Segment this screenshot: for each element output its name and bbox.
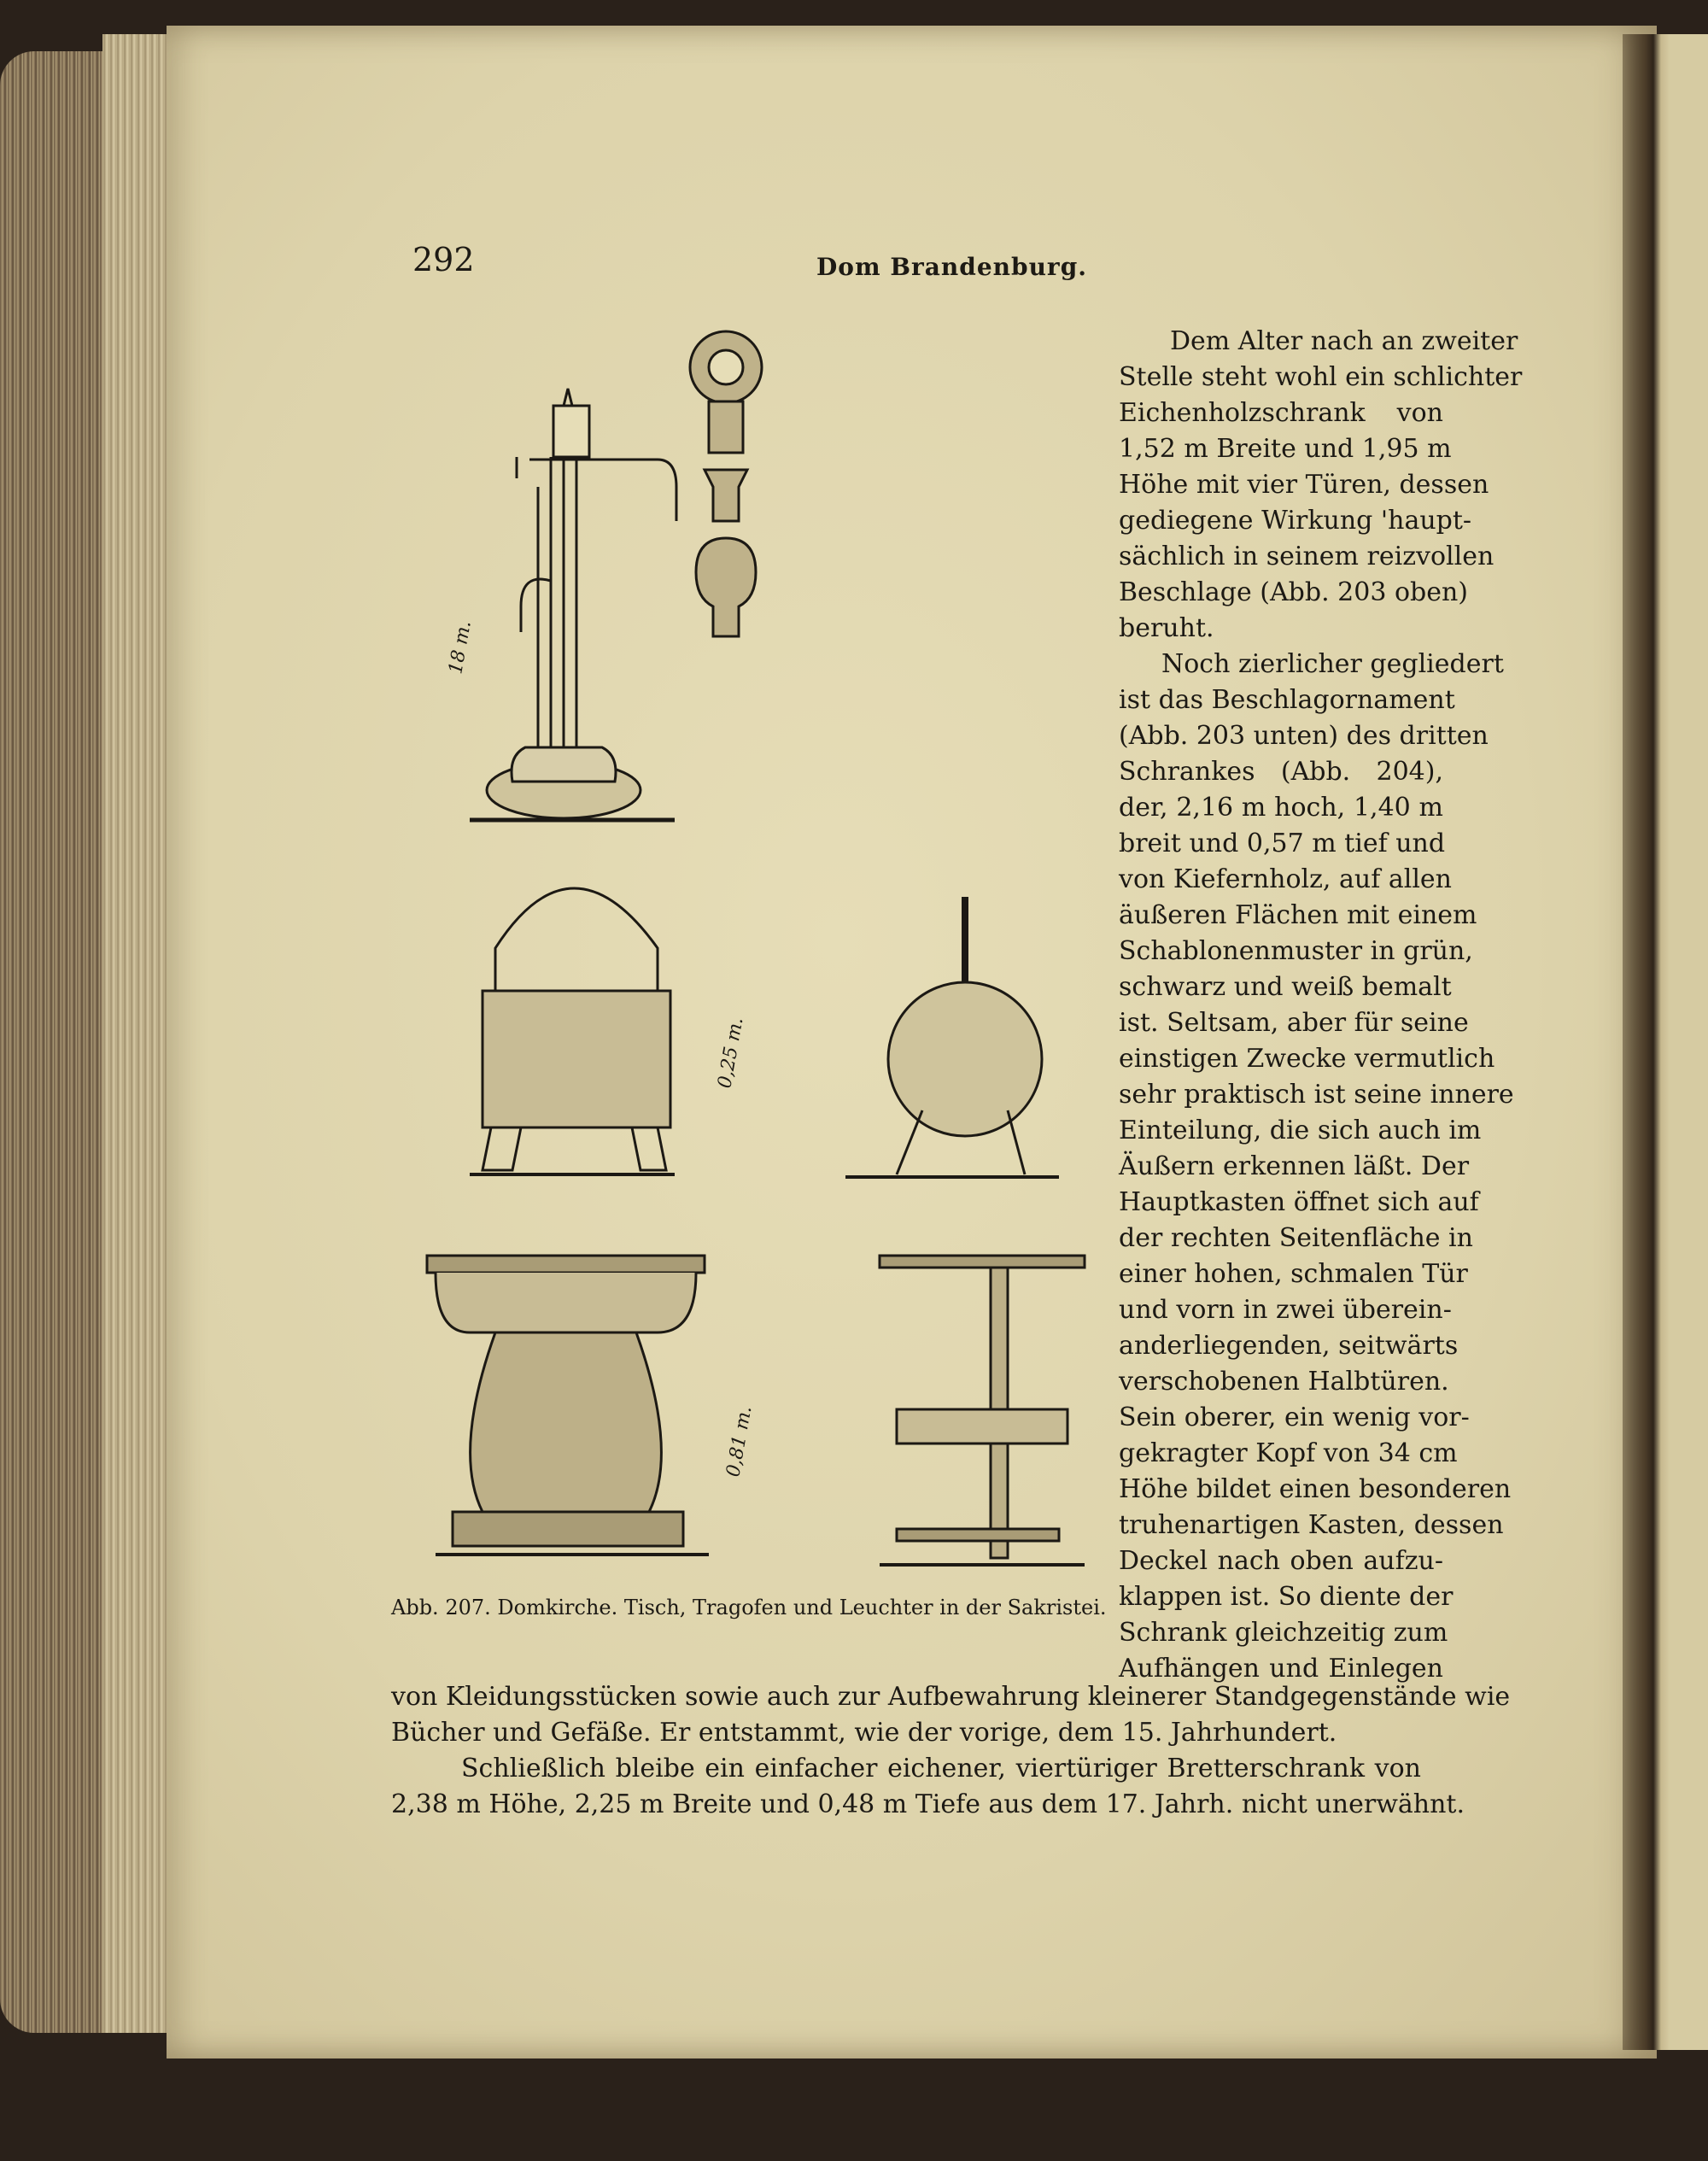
text-line: Einteilung, die sich auch im [1119,1116,1482,1145]
book-gutter [1623,34,1674,2050]
text-line: Bücher und Gefäße. Er entstammt, wie der vorige, dem 15. Jahrhundert. [391,1718,1337,1748]
text-line: Aufhängen und Einlegen [1119,1654,1443,1684]
stove-drawing [470,888,1059,1177]
text-line: von Kleidungsstücken sowie auch zur Aufbewahrung kleinerer Standgegenstände wie [391,1682,1511,1712]
text-line: Schließlich bleibe ein einfacher eichener, viertüriger Bretterschrank von [461,1754,1421,1783]
text-line: Sein oberer, ein wenig vor- [1119,1403,1470,1432]
text-line: sehr praktisch ist seine innere [1119,1080,1514,1110]
text-line: klappen ist. So diente der [1119,1582,1454,1612]
stove-scale-label: 0,25 m. [714,1016,748,1091]
figure-svg [401,316,1102,1580]
text-line: Schablonenmuster in grün, [1119,936,1473,966]
text-line: der, 2,16 m hoch, 1,40 m [1119,793,1443,823]
text-line: Äußern erkennen läßt. Der [1119,1151,1470,1181]
text-line: Noch zierlicher gegliedert [1161,649,1504,679]
table-scale-label: 0,81 m. [722,1404,757,1479]
text-line: truhenartigen Kasten, dessen [1119,1510,1504,1540]
text-line: Dem Alter nach an zweiter [1170,326,1518,356]
text-line: 1,52 m Breite und 1,95 m [1119,434,1452,464]
text-line: Beschlage (Abb. 203 oben) [1119,577,1468,607]
text-line: Hauptkasten öffnet sich auf [1119,1187,1479,1217]
fittings-drawing [690,331,762,636]
text-line: Schrank gleichzeitig zum [1119,1618,1448,1648]
text-line: der rechten Seitenfläche in [1119,1223,1473,1253]
page-number: 292 [412,241,475,278]
text-line: verschobenen Halbtüren. [1119,1367,1449,1397]
text-line: einer hohen, schmalen Tür [1119,1259,1468,1289]
text-line: Schrankes (Abb. 204), [1119,757,1443,787]
facing-page-edge [1670,34,1708,2050]
text-line: Höhe mit vier Türen, dessen [1119,470,1489,500]
text-line: ist das Beschlagornament [1119,685,1455,715]
text-line: von Kiefernholz, auf allen [1119,864,1452,894]
candlestick-scale-label: 18 m. [445,618,476,676]
candlestick-drawing [470,389,676,820]
text-line: einstigen Zwecke vermutlich [1119,1044,1495,1074]
text-line: Deckel nach oben aufzu- [1119,1546,1443,1576]
text-line: gediegene Wirkung 'haupt- [1119,506,1472,536]
text-line: beruht. [1119,613,1214,643]
running-title: Dom Brandenburg. [816,253,1088,281]
text-line: ist. Seltsam, aber für seine [1119,1008,1469,1038]
text-line: äußeren Flächen mit einem [1119,900,1477,930]
text-line: sächlich in seinem reizvollen [1119,542,1494,571]
text-line: (Abb. 203 unten) des dritten [1119,721,1489,751]
figure-caption: Abb. 207. Domkirche. Tisch, Tragofen und Leuchter in der Sakristei. [391,1596,1107,1619]
text-line: gekragter Kopf von 34 cm [1119,1438,1458,1468]
text-line: schwarz und weiß bemalt [1119,972,1452,1002]
text-line: Höhe bildet einen besonderen [1119,1474,1512,1504]
text-line: und vorn in zwei überein- [1119,1295,1452,1325]
text-line: 2,38 m Höhe, 2,25 m Breite und 0,48 m Tiefe aus dem 17. Jahrh. nicht unerwähnt. [391,1789,1465,1819]
figure-illustration [401,316,1102,1580]
text-line: breit und 0,57 m tief und [1119,829,1446,858]
text-line: Stelle steht wohl ein schlichter [1119,362,1523,392]
text-line: anderliegenden, seitwärts [1119,1331,1459,1361]
text-line: Eichenholzschrank von [1119,398,1443,428]
